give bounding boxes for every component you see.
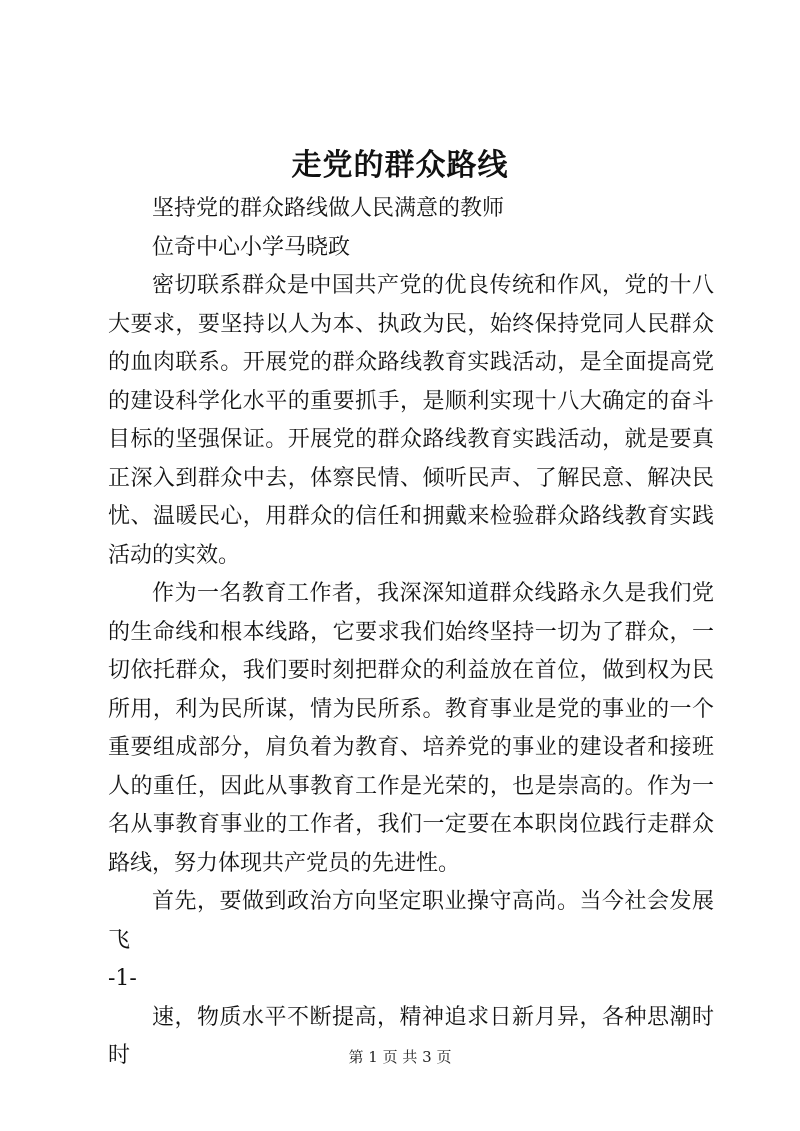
- author-line: 位奇中心小学马晓政: [152, 234, 351, 260]
- paragraph-1: 密切联系群众是中国共产党的优良传统和作风，党的十八大要求，要坚持以人为本、执政为民，始终保持党同人民群众的血肉联系。开展党的群众路线教育实践活动，是全面提高党的建设科学化水平的重要抓手，是顺利实现十八大确定的奋斗目标的坚强保证。开展党的群众路线教育实践活动，就是要真正深入到群众中去，体察民情、倾听民声、了解民意、解决民忧、温暖民心，用群众的信任和拥戴来检验群众路线教育实践活动的实效。: [108, 273, 714, 568]
- document-body: [108, 190, 714, 1076]
- paragraph-continuation: 速，物质水平不断提高，精神追求日新月异，各种思潮时时: [108, 1004, 714, 1068]
- page-footer: 第 1 页 共 3 页: [348, 1048, 452, 1066]
- paragraph-3: 首先，要做到政治方向坚定职业操守高尚。当今社会发展飞: [108, 889, 714, 953]
- document-title: 走党的群众路线: [291, 148, 509, 183]
- page-marker: -1-: [108, 966, 137, 991]
- subtitle-line: 坚持党的群众路线做人民满意的教师: [152, 196, 505, 221]
- paragraph-2: 作为一名教育工作者，我深深知道群众线路永久是我们党的生命线和根本线路，它要求我们始终坚持一切为了群众，一切依托群众，我们要时刻把群众的利益放在首位，做到权为民所用，利为民所谋，情为民所系。教育事业是党的事业的一个重要组成部分，肩负着为教育、培养党的事业的建设者和接班人的重任，因此从事教育工作是光荣的，也是崇高的。作为一名从事教育事业的工作者，我们一定要在本职岗位践行走群众路线，努力体现共产党员的先进性。: [108, 581, 714, 876]
